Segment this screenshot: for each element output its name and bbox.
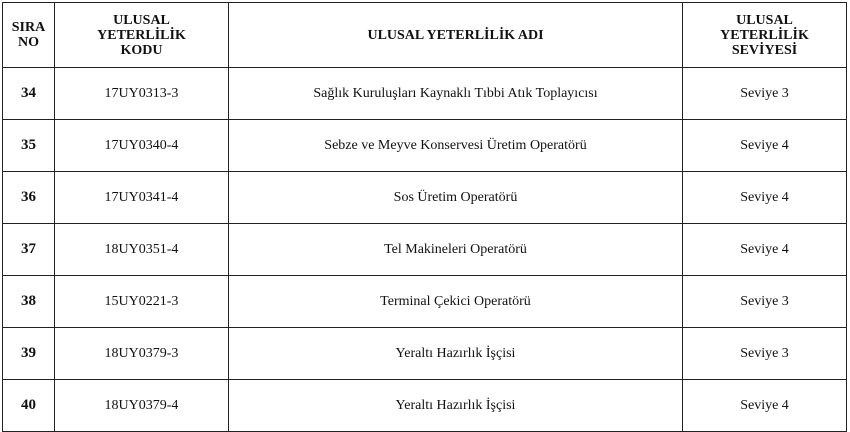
cell-name: Tel Makineleri Operatörü <box>229 224 683 276</box>
cell-level: Seviye 3 <box>683 68 847 120</box>
cell-level: Seviye 4 <box>683 172 847 224</box>
cell-level: Seviye 3 <box>683 328 847 380</box>
cell-level: Seviye 3 <box>683 276 847 328</box>
table-row <box>3 120 847 172</box>
cell-name: Yeraltı Hazırlık İşçisi <box>229 380 683 432</box>
cell-no: 40 <box>3 380 55 432</box>
cell-name: Yeraltı Hazırlık İşçisi <box>229 328 683 380</box>
table-row <box>3 380 847 432</box>
cell-name: Sos Üretim Operatörü <box>229 172 683 224</box>
header-row <box>3 3 847 68</box>
cell-name: Sağlık Kuruluşları Kaynaklı Tıbbi Atık Toplayıcısı <box>229 68 683 120</box>
table-row <box>3 224 847 276</box>
cell-level: Seviye 4 <box>683 120 847 172</box>
table-row <box>3 172 847 224</box>
header-sira-no <box>3 3 55 68</box>
cell-code: 17UY0313-3 <box>55 68 229 120</box>
cell-name: Terminal Çekici Operatörü <box>229 276 683 328</box>
cell-code: 15UY0221-3 <box>55 276 229 328</box>
header-kodu <box>55 3 229 68</box>
cell-code: 17UY0340-4 <box>55 120 229 172</box>
header-seviyesi-line-1: ULUSAL <box>736 12 793 28</box>
table-row <box>3 328 847 380</box>
qualifications-table <box>2 2 847 432</box>
cell-no: 36 <box>3 172 55 224</box>
header-sira-no-line-2: NO <box>18 35 39 50</box>
cell-level: Seviye 4 <box>683 380 847 432</box>
cell-no: 34 <box>3 68 55 120</box>
cell-no: 35 <box>3 120 55 172</box>
cell-code: 18UY0351-4 <box>55 224 229 276</box>
cell-code: 18UY0379-3 <box>55 328 229 380</box>
header-kodu-line-1: ULUSAL <box>113 12 170 28</box>
table-row <box>3 276 847 328</box>
cell-code: 18UY0379-4 <box>55 380 229 432</box>
cell-level: Seviye 4 <box>683 224 847 276</box>
header-kodu-line-3: KODU <box>120 42 163 58</box>
header-seviyesi-line-2: YETERLİLİK <box>720 27 809 43</box>
header-adi: ULUSAL YETERLİLİK ADI <box>229 3 683 68</box>
header-seviyesi-line-3: SEVİYESİ <box>731 42 798 58</box>
header-sira-no-line-1: SIRA <box>11 20 46 35</box>
cell-no: 39 <box>3 328 55 380</box>
table-row <box>3 68 847 120</box>
header-seviyesi <box>683 3 847 68</box>
cell-name: Sebze ve Meyve Konservesi Üretim Operatörü <box>229 120 683 172</box>
cell-code: 17UY0341-4 <box>55 172 229 224</box>
header-kodu-line-2: YETERLİLİK <box>97 27 186 43</box>
cell-no: 37 <box>3 224 55 276</box>
cell-no: 38 <box>3 276 55 328</box>
